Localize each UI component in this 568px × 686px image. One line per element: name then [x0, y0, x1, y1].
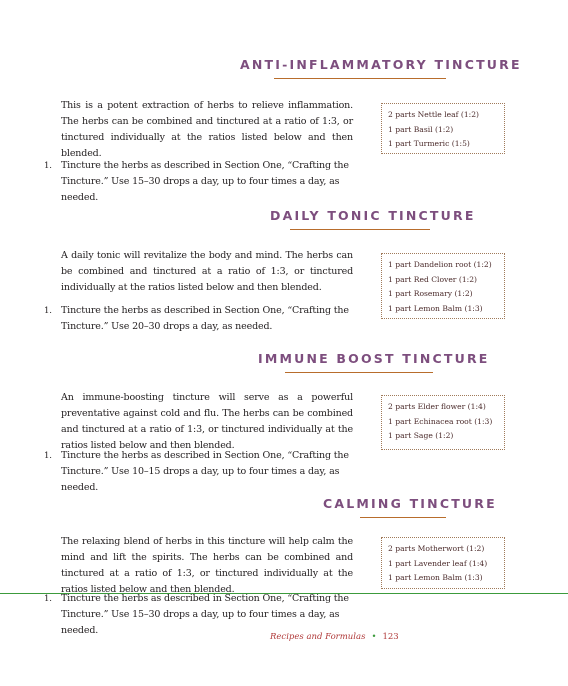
step-number: 1.: [44, 306, 52, 316]
intro-paragraph: An immune-boosting tincture will serve as a powerful preventative against cold and flu. The herbs can be combined and tinctured at a ratio of 1:3, or tinctured individually at the ratios listed below and then blended.: [61, 392, 353, 451]
step-text: Tincture the herbs as described in Section One, “Crafting the Tincture.” Use 20–30 drops a day, as needed.: [61, 305, 349, 332]
footer-title: Recipes and Formulas: [270, 632, 366, 642]
ingredient-item: 1 part Sage (1:2): [388, 431, 454, 441]
ingredients-box: [381, 537, 505, 589]
ingredients-box: [381, 395, 505, 450]
divider-line: [0, 593, 568, 594]
step-item: [44, 448, 354, 493]
intro-paragraph: This is a potent extraction of herbs to relieve inflammation. The herbs can be combined and tinctured at a ratio of 1:3, or tinctured individually at the ratios listed below and then blended.: [61, 100, 353, 159]
ingredient-item: 1 part Turmeric (1:5): [388, 139, 470, 149]
ingredients-box: [381, 253, 505, 319]
step-text: Tincture the herbs as described in Section One, “Crafting the Tincture.” Use 10–15 drops a day, up to four times a day, as needed.: [61, 450, 349, 493]
intro-paragraph: A daily tonic will revitalize the body and mind. The herbs can be combined and tinctured at a ratio of 1:3, or tinctured individually at the ratios listed below and then blended.: [61, 250, 353, 293]
ingredient-item: 1 part Echinacea root (1:3): [388, 416, 493, 426]
heading-rule: [290, 229, 430, 230]
section-heading-daily-tonic: DAILY TONIC TINCTURE: [270, 208, 476, 223]
step-item: [44, 591, 354, 636]
ingredient-item: 1 part Lemon Balm (1:3): [388, 573, 483, 583]
step-number: 1.: [44, 451, 52, 461]
ingredient-item: 1 part Lavender leaf (1:4): [388, 558, 488, 568]
section-heading-anti-inflammatory: ANTI-INFLAMMATORY TINCTURE: [240, 57, 522, 72]
page-footer: [270, 632, 399, 642]
ingredient-item: 1 part Lemon Balm (1:3): [388, 303, 483, 313]
ingredient-item: 1 part Rosemary (1:2): [388, 289, 473, 299]
ingredient-item: 1 part Red Clover (1:2): [388, 274, 478, 284]
step-number: 1.: [44, 594, 52, 604]
heading-rule: [285, 372, 433, 373]
page-number: 123: [382, 632, 399, 642]
intro-paragraph: The relaxing blend of herbs in this tincture will help calm the mind and lift the spirits. The herbs can be combined and tinctured at a ratio of 1:3, or tinctured individually at the ratios listed below and then blended.: [61, 536, 353, 595]
ingredient-item: 2 parts Nettle leaf (1:2): [388, 110, 480, 119]
ingredient-item: 1 part Basil (1:2): [388, 124, 454, 134]
footer-separator: •: [371, 632, 377, 642]
ingredients-box: [381, 103, 505, 154]
step-number: 1.: [44, 161, 52, 171]
section-heading-immune-boost: IMMUNE BOOST TINCTURE: [258, 351, 490, 366]
ingredient-item: 1 part Dandelion root (1:2): [388, 260, 492, 269]
heading-rule: [274, 78, 446, 79]
step-text: Tincture the herbs as described in Section One, “Crafting the Tincture.” Use 15–30 drops a day, up to four times a day, as needed.: [61, 160, 349, 203]
ingredient-item: 2 parts Motherwort (1:2): [388, 544, 485, 553]
ingredient-item: 2 parts Elder flower (1:4): [388, 402, 486, 411]
step-item: [44, 303, 354, 335]
step-text: Tincture the herbs as described in Section One, “Crafting the Tincture.” Use 15–30 drops a day, up to four times a day, as needed.: [61, 593, 349, 636]
heading-rule: [360, 517, 446, 518]
section-heading-calming: CALMING TINCTURE: [323, 496, 497, 511]
step-item: [44, 158, 354, 203]
